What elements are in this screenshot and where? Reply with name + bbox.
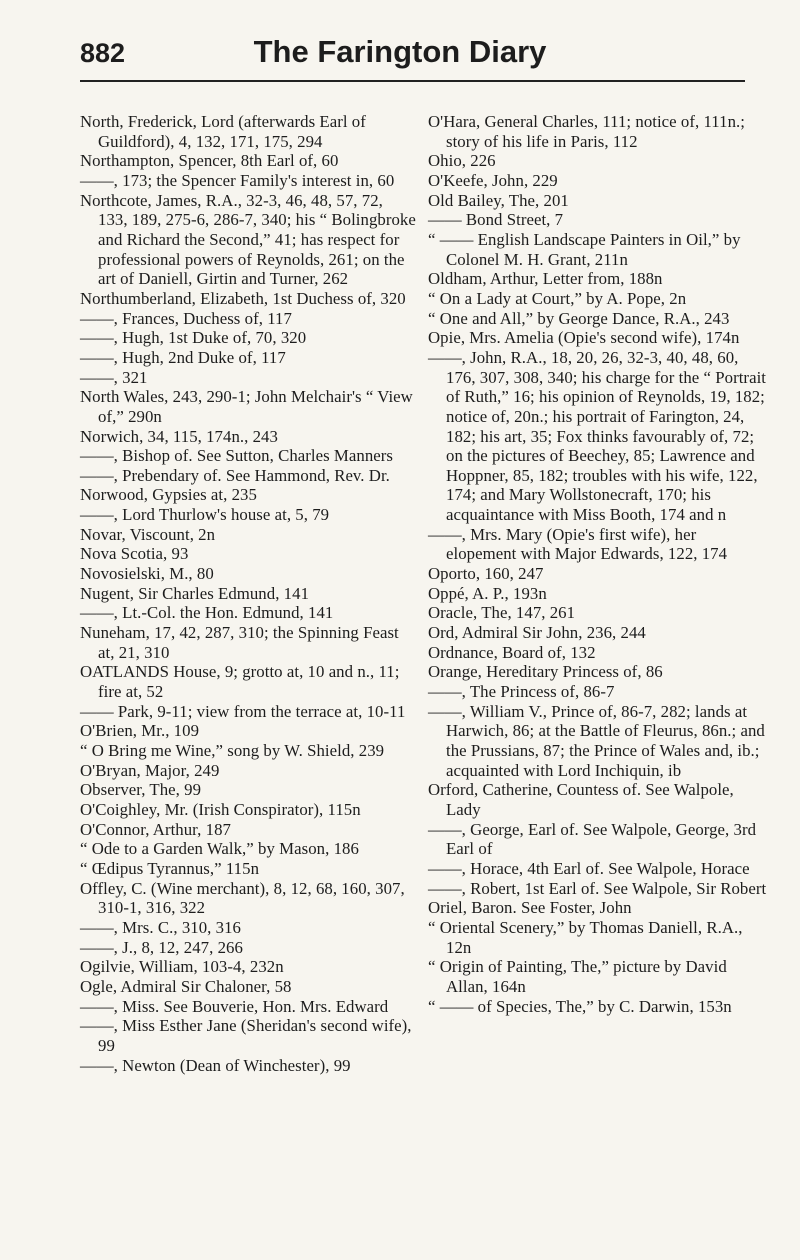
page-number: 882	[80, 38, 126, 68]
index-entry: O'Keefe, John, 229	[428, 170, 558, 190]
index-entry: Northcote, James, R.A., 32-3, 46, 48, 57, 72, 133, 189, 275-6, 286-7, 340; his “ Bolingbroke and Richard the Second,” 41; has respect for professional powers of Reynolds, 261; on the art of Daniell, Girtin and Turner, 262	[80, 190, 416, 289]
index-entry: ——, Prebendary of. See Hammond, Rev. Dr.	[80, 465, 390, 485]
index-entry: ——, George, Earl of. See Walpole, George, 3rd Earl of	[428, 819, 757, 859]
index-entry: Novosielski, M., 80	[80, 564, 214, 584]
index-entry: Oldham, Arthur, Letter from, 188n	[428, 269, 663, 289]
index-entry: ——, Horace, 4th Earl of. See Walpole, Horace	[428, 858, 750, 878]
index-entry: Opie, Mrs. Amelia (Opie's second wife), 174n	[428, 328, 740, 348]
index-entry: ——, 173; the Spencer Family's interest in, 60	[80, 170, 395, 190]
index-entry: ——, Mrs. C., 310, 316	[80, 917, 241, 937]
index-entry: Nuneham, 17, 42, 287, 310; the Spinning Feast at, 21, 310	[80, 623, 399, 662]
index-entry: ——, Miss Esther Jane (Sheridan's second wife), 99	[80, 1016, 412, 1055]
index-entry: ——, William V., Prince of, 86-7, 282; lands at Harwich, 86; at the Battle of Fleurus, 86n.; and the Prussians, 87; the Prince of Wales and, ib.; acquainted with Lord Inchiquin, ib	[428, 701, 765, 780]
index-entry: “ Ode to a Garden Walk,” by Mason, 186	[80, 839, 359, 859]
index-entry: Orford, Catherine, Countess of. See Walpole, Lady	[428, 780, 734, 819]
index-entry: ——, Mrs. Mary (Opie's first wife), her elopement with Major Edwards, 122, 174	[428, 524, 728, 564]
index-entry: “ Œdipus Tyrannus,” 115n	[80, 858, 260, 878]
index-entry: OATLANDS House, 9; grotto at, 10 and n., 11; fire at, 52	[80, 662, 400, 702]
index-entry: Orange, Hereditary Princess of, 86	[428, 662, 663, 682]
index-entry: O'Coighley, Mr. (Irish Conspirator), 115n	[80, 799, 361, 819]
index-entry: Nova Scotia, 93	[80, 544, 189, 564]
running-title: The Farington Diary	[253, 34, 547, 69]
index-entry: “ Oriental Scenery,” by Thomas Daniell, R.A., 12n	[428, 917, 743, 957]
index-entry: Oporto, 160, 247	[428, 564, 544, 584]
index-entry: Oppé, A. P., 193n	[428, 583, 547, 603]
header-rule	[80, 80, 745, 82]
page-header	[0, 0, 800, 98]
index-entry: ——, 321	[80, 367, 148, 387]
index-entry: O'Connor, Arthur, 187	[80, 819, 231, 839]
index-entry: Ogilvie, William, 103-4, 232n	[80, 957, 284, 977]
index-entry: ——, Hugh, 2nd Duke of, 117	[80, 347, 286, 367]
index-entry: Oracle, The, 147, 261	[428, 603, 576, 623]
index-entry: Northumberland, Elizabeth, 1st Duchess of, 320	[80, 288, 406, 308]
index-entry: Novar, Viscount, 2n	[80, 524, 216, 544]
index-column-right	[428, 112, 768, 1016]
index-entry: Old Bailey, The, 201	[428, 190, 569, 210]
index-entry: ——, Newton (Dean of Winchester), 99	[80, 1055, 351, 1075]
index-entry: ——, J., 8, 12, 247, 266	[80, 937, 243, 957]
index-entry: “ Origin of Painting, The,” picture by David Allan, 164n	[428, 957, 727, 996]
index-entry: “ —— English Landscape Painters in Oil,” by Colonel M. H. Grant, 211n	[428, 229, 741, 269]
index-entry: ——, Robert, 1st Earl of. See Walpole, Sir Robert	[428, 878, 767, 898]
index-entry: Offley, C. (Wine merchant), 8, 12, 68, 160, 307, 310-1, 316, 322	[80, 878, 405, 918]
index-entry: O'Brien, Mr., 109	[80, 721, 200, 741]
index-entry: Ord, Admiral Sir John, 236, 244	[428, 623, 646, 643]
index-entry: Northampton, Spencer, 8th Earl of, 60	[80, 151, 339, 171]
index-entry: “ One and All,” by George Dance, R.A., 243	[428, 308, 730, 328]
index-entry: Norwich, 34, 115, 174n., 243	[80, 426, 278, 446]
index-entry: ——, Bishop of. See Sutton, Charles Manners	[80, 446, 393, 466]
index-entry: ——, Lord Thurlow's house at, 5, 79	[80, 505, 330, 525]
index-entry: ——, Miss. See Bouverie, Hon. Mrs. Edward	[80, 996, 389, 1016]
index-entry: ——, Hugh, 1st Duke of, 70, 320	[80, 328, 307, 348]
index-entry: —— Park, 9-11; view from the terrace at, 10-11	[80, 701, 406, 721]
index-entry: “ —— of Species, The,” by C. Darwin, 153n	[428, 996, 732, 1016]
index-entry: —— Bond Street, 7	[428, 210, 564, 230]
index-entry: Oriel, Baron. See Foster, John	[428, 898, 632, 918]
index-entry: ——, Frances, Duchess of, 117	[80, 308, 292, 328]
index-entry: O'Bryan, Major, 249	[80, 760, 220, 780]
index-entry: O'Hara, General Charles, 111; notice of, 111n.; story of his life in Paris, 112	[428, 112, 745, 151]
index-entry: Norwood, Gypsies at, 235	[80, 485, 257, 505]
index-entry: “ On a Lady at Court,” by A. Pope, 2n	[428, 288, 687, 308]
index-entry: North Wales, 243, 290-1; John Melchair's “ View of,” 290n	[80, 387, 413, 426]
index-entry: ——, John, R.A., 18, 20, 26, 32-3, 40, 48, 60, 176, 307, 308, 340; his charge for the “ Portrait of Ruth,” 16; his opinion of Reynolds, 19, 182; notice of, 20n.; his portrait of Farington, 24, 182; his art, 35; Fox thinks favourably of, 72; on the pictures of Beechey, 85; Lawrence and Hoppner, 85, 182; troubles with his wife, 122, 174; and Mary Wollstonecraft, 170; his acquaintance with Miss Booth, 174 and n	[428, 347, 766, 525]
index-entry: ——, The Princess of, 86-7	[428, 682, 615, 702]
index-entry: Ohio, 226	[428, 151, 496, 171]
index-entry: Ordnance, Board of, 132	[428, 642, 596, 662]
index-entry: North, Frederick, Lord (afterwards Earl of Guildford), 4, 132, 171, 175, 294	[80, 112, 366, 151]
index-entry: Ogle, Admiral Sir Chaloner, 58	[80, 976, 292, 996]
index-column-left	[80, 112, 416, 1075]
index-entry: Nugent, Sir Charles Edmund, 141	[80, 583, 310, 603]
index-entry: “ O Bring me Wine,” song by W. Shield, 239	[80, 741, 385, 760]
index-entry: Observer, The, 99	[80, 780, 202, 800]
index-entry: ——, Lt.-Col. the Hon. Edmund, 141	[80, 603, 334, 623]
